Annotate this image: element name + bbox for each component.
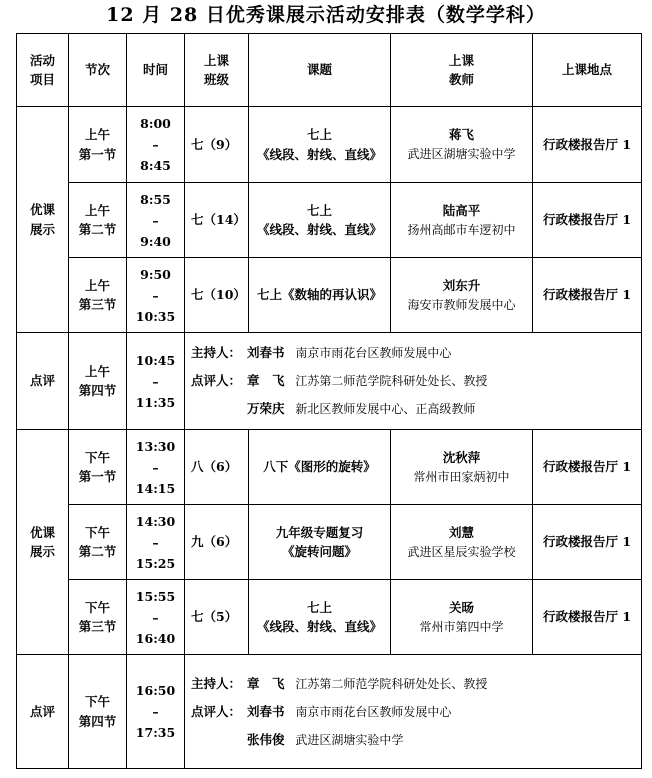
reviewer-line: 点评人： 刘春书 南京市雨花台区教师发展中心 xyxy=(191,703,452,719)
table-row xyxy=(17,107,642,183)
class-cell: 九（6） xyxy=(185,505,249,580)
topic-cell: 九年级专题复习 《旋转问题》 xyxy=(249,505,391,580)
topic-cell: 七上《数轴的再认识》 xyxy=(249,258,391,333)
class-cell: 七（10） xyxy=(185,258,249,333)
time-cell: 15:55 – 16:40 xyxy=(127,580,185,655)
review-details xyxy=(185,655,642,769)
header-row xyxy=(17,34,642,107)
class-cell: 八（6） xyxy=(185,430,249,505)
class-cell: 七（9） xyxy=(185,107,249,183)
table-row xyxy=(17,183,642,258)
reviewer-line: 张伟俊 武进区湖塘实验中学 xyxy=(247,731,404,747)
host-line: 主持人： 章 飞 江苏第二师范学院科研处处长、教授 xyxy=(191,675,488,691)
period-cell: 下午 第三节 xyxy=(69,580,127,655)
time-cell: 16:50 – 17:35 xyxy=(127,655,185,769)
period-cell: 下午 第一节 xyxy=(69,430,127,505)
host-line: 主持人： 刘春书 南京市雨花台区教师发展中心 xyxy=(191,345,452,360)
header-class: 上课 班级 xyxy=(185,34,249,107)
activity-cell: 点评 xyxy=(17,333,69,430)
period-cell: 上午 第二节 xyxy=(69,183,127,258)
period-cell: 上午 第四节 xyxy=(69,333,127,430)
teacher-cell: 刘慧 武进区星辰实验学校 xyxy=(391,505,533,580)
header-period: 节次 xyxy=(69,34,127,107)
header-topic: 课题 xyxy=(249,34,391,107)
schedule-table xyxy=(16,33,642,769)
time-cell: 9:50 – 10:35 xyxy=(127,258,185,333)
header-time: 时间 xyxy=(127,34,185,107)
time-cell: 14:30 – 15:25 xyxy=(127,505,185,580)
topic-cell: 七上 《线段、射线、直线》 xyxy=(249,580,391,655)
table-row xyxy=(17,258,642,333)
review-row xyxy=(17,333,642,430)
time-cell: 8:00 – 8:45 xyxy=(127,107,185,183)
location-cell: 行政楼报告厅 1 xyxy=(533,430,642,505)
period-cell: 下午 第四节 xyxy=(69,655,127,769)
topic-cell: 八下《图形的旋转》 xyxy=(249,430,391,505)
reviewer-line: 万荣庆 新北区教师发展中心、正高级教师 xyxy=(247,401,476,416)
location-cell: 行政楼报告厅 1 xyxy=(533,258,642,333)
teacher-cell: 沈秋萍 常州市田家炳初中 xyxy=(391,430,533,505)
teacher-cell: 刘东升 海安市教师发展中心 xyxy=(391,258,533,333)
teacher-cell: 陆高平 扬州高邮市车逻初中 xyxy=(391,183,533,258)
location-cell: 行政楼报告厅 1 xyxy=(533,505,642,580)
topic-cell: 七上 《线段、射线、直线》 xyxy=(249,107,391,183)
class-cell: 七（5） xyxy=(185,580,249,655)
time-cell: 13:30 – 14:15 xyxy=(127,430,185,505)
topic-cell: 七上 《线段、射线、直线》 xyxy=(249,183,391,258)
review-row xyxy=(17,655,642,769)
table-row xyxy=(17,580,642,655)
activity-cell: 优课 展示 xyxy=(17,107,69,333)
location-cell: 行政楼报告厅 1 xyxy=(533,107,642,183)
class-cell: 七（14） xyxy=(185,183,249,258)
header-activity: 活动 项目 xyxy=(17,34,69,107)
period-cell: 下午 第二节 xyxy=(69,505,127,580)
header-teacher: 上课 教师 xyxy=(391,34,533,107)
period-cell: 上午 第一节 xyxy=(69,107,127,183)
teacher-cell: 关旸 常州市第四中学 xyxy=(391,580,533,655)
header-location: 上课地点 xyxy=(533,34,642,107)
activity-cell: 优课 展示 xyxy=(17,430,69,655)
time-cell: 8:55 – 9:40 xyxy=(127,183,185,258)
page-title: 12 月 28 日优秀课展示活动安排表（数学学科） xyxy=(106,4,546,26)
time-cell: 10:45 – 11:35 xyxy=(127,333,185,430)
review-details xyxy=(185,333,642,430)
table-row xyxy=(17,430,642,505)
table-row xyxy=(17,505,642,580)
reviewer-line: 点评人： 章 飞 江苏第二师范学院科研处处长、教授 xyxy=(191,373,488,388)
activity-cell: 点评 xyxy=(17,655,69,769)
location-cell: 行政楼报告厅 1 xyxy=(533,580,642,655)
period-cell: 上午 第三节 xyxy=(69,258,127,333)
teacher-cell: 蒋飞 武进区湖塘实验中学 xyxy=(391,107,533,183)
location-cell: 行政楼报告厅 1 xyxy=(533,183,642,258)
